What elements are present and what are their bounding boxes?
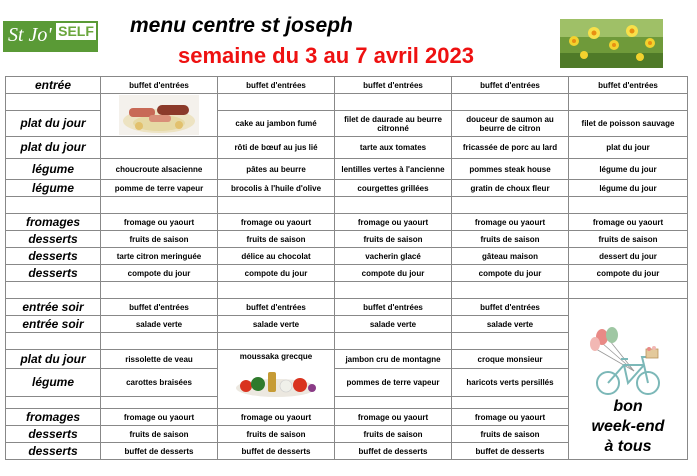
menu-cell: buffet d'entrées	[101, 299, 218, 316]
row-label: légume	[6, 159, 101, 180]
menu-cell: rissolette de veau	[101, 350, 218, 369]
menu-cell: pommes de terre vapeur	[335, 369, 452, 397]
menu-cell: haricots verts persillés	[452, 369, 569, 397]
menu-cell: fruits de saison	[101, 426, 218, 443]
menu-cell: fruits de saison	[452, 231, 569, 248]
menu-cell: compote du jour	[569, 265, 688, 282]
menu-cell: salade verte	[452, 316, 569, 333]
menu-cell: douceur de saumon au beurre de citron	[452, 111, 569, 137]
menu-cell: légume du jour	[569, 180, 688, 197]
menu-cell: fricassée de porc au lard	[452, 137, 569, 159]
menu-cell: fromage ou yaourt	[218, 409, 335, 426]
table-row	[6, 248, 688, 265]
vegetables-plate-photo	[230, 364, 322, 400]
weekly-menu-table	[5, 76, 688, 460]
table-row	[6, 299, 688, 316]
menu-cell: tarte citron meringuée	[101, 248, 218, 265]
daffodils-photo	[560, 19, 663, 68]
menu-cell: pâtes au beurre	[218, 159, 335, 180]
farewell-line: week-end	[591, 418, 665, 435]
menu-cell: courgettes grillées	[335, 180, 452, 197]
menu-cell: délice au chocolat	[218, 248, 335, 265]
menu-cell: buffet d'entrées	[569, 77, 688, 94]
menu-cell: cake au jambon fumé	[218, 111, 335, 137]
spacer-row	[6, 197, 688, 214]
menu-cell: fromage ou yaourt	[101, 214, 218, 231]
menu-cell: moussaka grecque	[239, 352, 313, 361]
menu-cell: buffet de desserts	[452, 443, 569, 460]
page-title: menu centre st joseph	[130, 14, 353, 37]
menu-cell: buffet d'entrées	[452, 299, 569, 316]
menu-cell: carottes braisées	[101, 369, 218, 397]
row-label: desserts	[6, 443, 101, 460]
menu-cell: compote du jour	[218, 265, 335, 282]
farewell-line: à tous	[604, 438, 652, 455]
menu-cell: lentilles vertes à l'ancienne	[335, 159, 452, 180]
menu-cell: pommes steak house	[452, 159, 569, 180]
menu-cell: salade verte	[101, 316, 218, 333]
table-row	[6, 231, 688, 248]
menu-cell: fruits de saison	[218, 426, 335, 443]
friday-evening-cell	[569, 299, 688, 460]
row-label: plat du jour	[6, 350, 101, 369]
photo-cell	[101, 94, 218, 137]
menu-cell: fruits de saison	[569, 231, 688, 248]
farewell-line: bon	[613, 398, 643, 415]
menu-cell: fruits de saison	[101, 231, 218, 248]
menu-cell: buffet d'entrées	[335, 77, 452, 94]
menu-cell: salade verte	[335, 316, 452, 333]
table-row	[6, 137, 688, 159]
menu-cell: filet de daurade au beurre citronné	[335, 111, 452, 137]
menu-cell: salade verte	[218, 316, 335, 333]
menu-cell: croque monsieur	[452, 350, 569, 369]
week-subtitle: semaine du 3 au 7 avril 2023	[178, 43, 474, 68]
menu-cell: dessert du jour	[569, 248, 688, 265]
menu-cell: buffet de desserts	[218, 443, 335, 460]
menu-cell: buffet d'entrées	[218, 299, 335, 316]
menu-cell: buffet de desserts	[101, 443, 218, 460]
st-jo-self-logo	[3, 21, 98, 52]
menu-cell: compote du jour	[335, 265, 452, 282]
menu-cell: fromage ou yaourt	[452, 409, 569, 426]
menu-cell: fromage ou yaourt	[452, 214, 569, 231]
row-label: légume	[6, 369, 101, 397]
menu-cell: fruits de saison	[335, 231, 452, 248]
menu-cell: choucroute alsacienne	[101, 159, 218, 180]
menu-cell: gratin de choux fleur	[452, 180, 569, 197]
spacer-row	[6, 282, 688, 299]
table-row	[6, 180, 688, 197]
table-row	[6, 265, 688, 282]
menu-cell: pomme de terre vapeur	[101, 180, 218, 197]
menu-cell: fromage ou yaourt	[569, 214, 688, 231]
choucroute-plate-photo	[119, 95, 199, 135]
menu-cell: vacherin glacé	[335, 248, 452, 265]
menu-cell: buffet d'entrées	[218, 77, 335, 94]
menu-cell: légume du jour	[569, 159, 688, 180]
row-label: fromages	[6, 214, 101, 231]
menu-cell: plat du jour	[569, 137, 688, 159]
menu-cell: brocolis à l'huile d'olive	[218, 180, 335, 197]
menu-cell: filet de poisson sauvage	[569, 111, 688, 137]
menu-cell: jambon cru de montagne	[335, 350, 452, 369]
photo-cell	[218, 350, 335, 409]
row-label: plat du jour	[6, 111, 101, 137]
table-row	[6, 77, 688, 94]
spacer-row	[6, 94, 688, 111]
menu-cell: fromage ou yaourt	[218, 214, 335, 231]
row-label: entrée soir	[6, 299, 101, 316]
menu-cell: rôti de bœuf au jus lié	[218, 137, 335, 159]
row-label: entrée	[6, 77, 101, 94]
row-label: desserts	[6, 265, 101, 282]
row-label: desserts	[6, 231, 101, 248]
menu-cell: fruits de saison	[218, 231, 335, 248]
menu-cell: buffet d'entrées	[101, 77, 218, 94]
menu-cell: fromage ou yaourt	[335, 214, 452, 231]
menu-cell: compote du jour	[452, 265, 569, 282]
menu-cell: buffet d'entrées	[452, 77, 569, 94]
row-label: fromages	[6, 409, 101, 426]
row-label: entrée soir	[6, 316, 101, 333]
menu-cell: fruits de saison	[335, 426, 452, 443]
menu-cell: buffet d'entrées	[335, 299, 452, 316]
menu-cell: tarte aux tomates	[335, 137, 452, 159]
table-row	[6, 214, 688, 231]
menu-cell: compote du jour	[101, 265, 218, 282]
menu-cell: fromage ou yaourt	[335, 409, 452, 426]
row-label: desserts	[6, 426, 101, 443]
row-label: légume	[6, 180, 101, 197]
menu-cell: fruits de saison	[452, 426, 569, 443]
row-label: plat du jour	[6, 137, 101, 159]
logo-badge: SELF	[56, 23, 96, 40]
menu-cell: fromage ou yaourt	[101, 409, 218, 426]
row-label: desserts	[6, 248, 101, 265]
logo-text: St Jo'	[8, 24, 52, 46]
menu-cell: buffet de desserts	[335, 443, 452, 460]
bicycle-balloons-icon	[588, 327, 668, 397]
table-row	[6, 159, 688, 180]
menu-cell: gâteau maison	[452, 248, 569, 265]
